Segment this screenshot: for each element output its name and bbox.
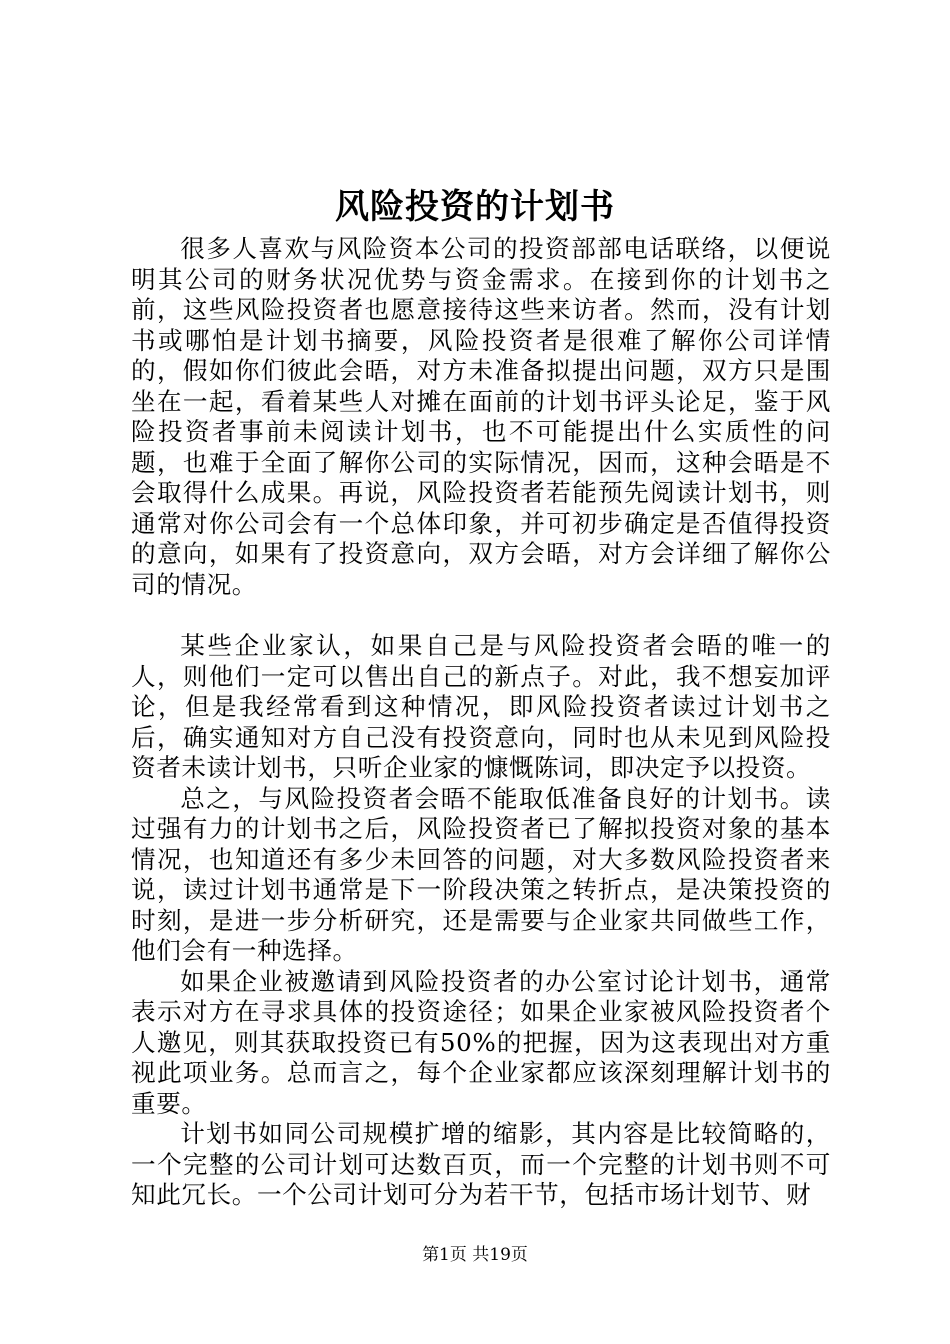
paragraph-5: 计划书如同公司规模扩增的缩影，其内容是比较简略的，一个完整的公司计划可达数百页，而一个完整的计划书则不可知此冗长。一个公司计划可分为若干节，包括市场计划节、财: [131, 1119, 831, 1209]
document-body: [131, 234, 831, 1211]
paragraph-4: 如果企业被邀请到风险投资者的办公室讨论计划书，通常表示对方在寻求具体的投资途径；如果企业家被风险投资者个人邀见，则其获取投资已有50%的把握，因为这表现出对方重视此项业务。总而言之，每个企业家都应该深刻理解计划书的重要。: [131, 966, 831, 1118]
page-number-footer: 第1页 共19页: [422, 1245, 528, 1265]
paragraph-3: 总之，与风险投资者会晤不能取低准备良好的计划书。读过强有力的计划书之后，风险投资者已了解拟投资对象的基本情况，也知道还有多少未回答的问题，对大多数风险投资者来说，读过计划书通常是下一阶段决策之转折点，是决策投资的时刻，是进一步分析研究，还是需要与企业家共同做些工作，他们会有一种选择。: [131, 783, 831, 965]
document-title: 风险投资的计划书: [335, 187, 615, 227]
paragraph-1: 很多人喜欢与风险资本公司的投资部部电话联络，以便说明其公司的财务状况优势与资金需求。在接到你的计划书之前，这些风险投资者也愿意接待这些来访者。然而，没有计划书或哪怕是计划书摘要，风险投资者是很难了解你公司详情的，假如你们彼此会晤，对方未准备拟提出问题，双方只是围坐在一起，看着某些人对摊在面前的计划书评头论足，鉴于风险投资者事前未阅读计划书，也不可能提出什么实质性的问题，也难于全面了解你公司的实际情况，因而，这种会晤是不会取得什么成果。再说，风险投资者若能预先阅读计划书，则通常对你公司会有一个总体印象，并可初步确定是否值得投资的意向，如果有了投资意向，双方会晤，对方会详细了解你公司的情况。: [131, 234, 831, 599]
paragraph-2: 某些企业家认，如果自己是与风险投资者会晤的唯一的人，则他们一定可以售出自己的新点子。对此，我不想妄加评论，但是我经常看到这种情况，即风险投资者读过计划书之后，确实通知对方自己没有投资意向，同时也从未见到风险投资者未读计划书，只听企业家的慷慨陈词，即决定予以投资。: [131, 631, 831, 782]
